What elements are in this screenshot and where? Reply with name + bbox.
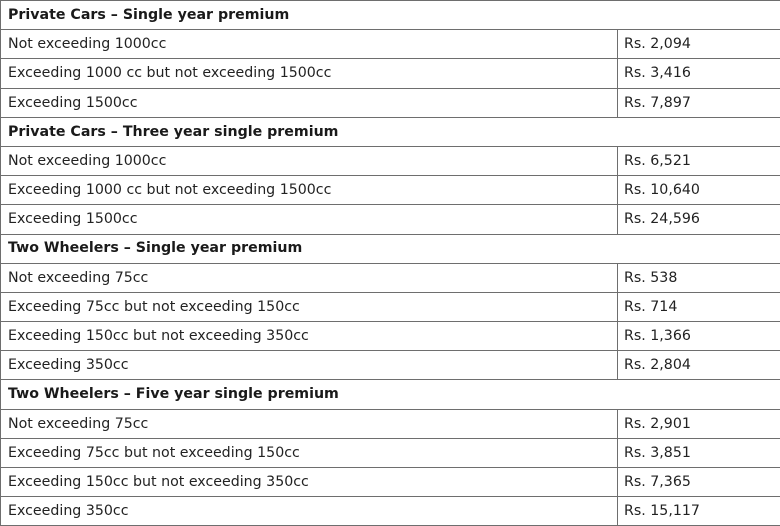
row-value: Rs. 538 xyxy=(618,263,780,292)
row-label: Not exceeding 75cc xyxy=(1,263,618,292)
table-row xyxy=(1,322,780,351)
row-value: Rs. 714 xyxy=(618,292,780,321)
table-row xyxy=(1,59,780,88)
section-heading-row xyxy=(1,1,780,30)
row-label: Not exceeding 1000cc xyxy=(1,30,618,59)
section-heading: Two Wheelers – Five year single premium xyxy=(1,380,780,409)
section-heading: Private Cars – Single year premium xyxy=(1,1,780,30)
table-row xyxy=(1,146,780,175)
row-label: Not exceeding 1000cc xyxy=(1,146,618,175)
row-value: Rs. 2,094 xyxy=(618,30,780,59)
row-label: Exceeding 1500cc xyxy=(1,205,618,234)
row-value: Rs. 6,521 xyxy=(618,146,780,175)
row-label: Exceeding 1000 cc but not exceeding 1500cc xyxy=(1,59,618,88)
row-label: Exceeding 1500cc xyxy=(1,88,618,117)
row-value: Rs. 7,897 xyxy=(618,88,780,117)
section-heading: Private Cars – Three year single premium xyxy=(1,117,780,146)
table-row xyxy=(1,30,780,59)
section-heading-row xyxy=(1,234,780,263)
row-label: Not exceeding 75cc xyxy=(1,409,618,438)
row-label: Exceeding 150cc but not exceeding 350cc xyxy=(1,468,618,497)
row-label: Exceeding 75cc but not exceeding 150cc xyxy=(1,438,618,467)
row-label: Exceeding 1000 cc but not exceeding 1500cc xyxy=(1,176,618,205)
table-row xyxy=(1,409,780,438)
row-label: Exceeding 350cc xyxy=(1,497,618,526)
section-heading-row xyxy=(1,380,780,409)
row-value: Rs. 2,901 xyxy=(618,409,780,438)
row-label: Exceeding 350cc xyxy=(1,351,618,380)
table-row xyxy=(1,88,780,117)
row-value: Rs. 24,596 xyxy=(618,205,780,234)
table-row xyxy=(1,292,780,321)
row-value: Rs. 2,804 xyxy=(618,351,780,380)
row-value: Rs. 3,851 xyxy=(618,438,780,467)
row-value: Rs. 1,366 xyxy=(618,322,780,351)
table-row xyxy=(1,176,780,205)
row-label: Exceeding 150cc but not exceeding 350cc xyxy=(1,322,618,351)
row-value: Rs. 3,416 xyxy=(618,59,780,88)
table-row xyxy=(1,438,780,467)
section-heading-row xyxy=(1,117,780,146)
row-value: Rs. 15,117 xyxy=(618,497,780,526)
table-row xyxy=(1,263,780,292)
table-row xyxy=(1,205,780,234)
section-heading: Two Wheelers – Single year premium xyxy=(1,234,780,263)
table-row xyxy=(1,468,780,497)
row-value: Rs. 10,640 xyxy=(618,176,780,205)
table-row xyxy=(1,497,780,526)
table-row xyxy=(1,351,780,380)
row-label: Exceeding 75cc but not exceeding 150cc xyxy=(1,292,618,321)
row-value: Rs. 7,365 xyxy=(618,468,780,497)
